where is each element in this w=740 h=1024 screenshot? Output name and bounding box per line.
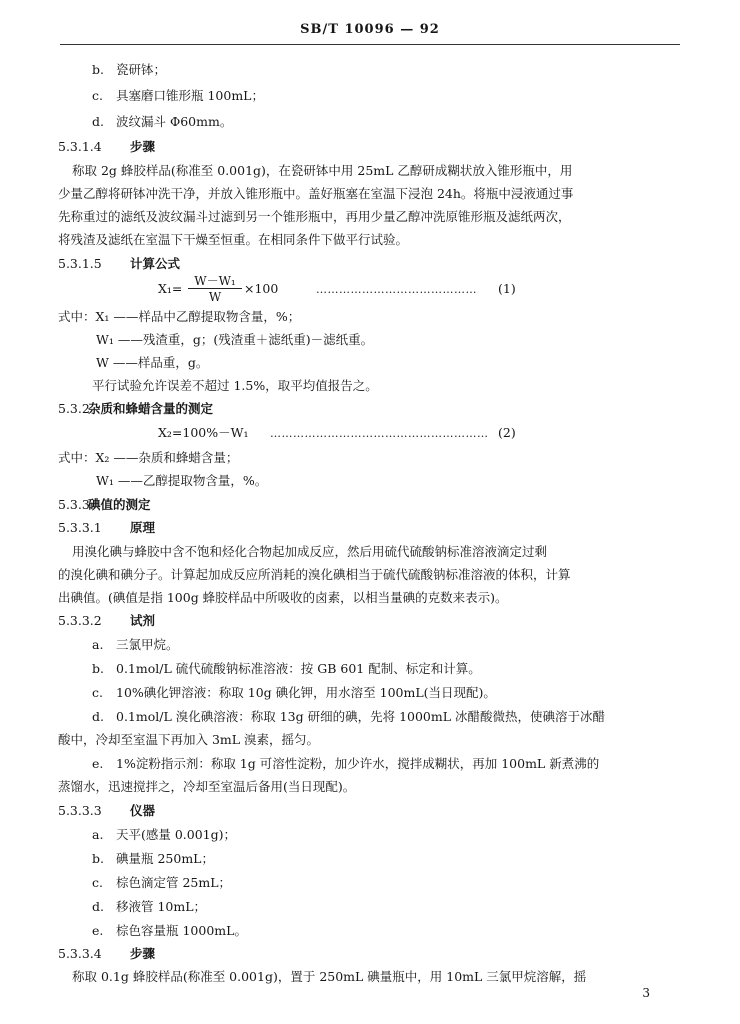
formula-text: X₂=100%－W₁ bbox=[158, 425, 249, 440]
fraction-bar bbox=[188, 288, 242, 289]
instrument-e bbox=[92, 923, 247, 939]
instrument-d bbox=[92, 899, 206, 915]
item-text: 天平(感量 0.001g)； bbox=[116, 827, 237, 842]
where-line: W ——样品重，g。 bbox=[96, 355, 209, 370]
formula-numerator: W－W₁ bbox=[194, 274, 236, 288]
section-title: 步骤 bbox=[130, 946, 156, 961]
formula-lhs: X₁= bbox=[158, 281, 183, 296]
formula-number: (2) bbox=[498, 425, 516, 440]
paragraph-line: 出碘值。(碘值是指 100g 蜂胶样品中所吸收的卤素，以相当量碘的克数来表示)。 bbox=[58, 590, 508, 605]
item-text: 瓷研钵； bbox=[116, 62, 167, 77]
reagent-d bbox=[92, 709, 605, 725]
section-number: 5.3.3.3 bbox=[58, 803, 102, 818]
section-title: 试剂 bbox=[130, 613, 156, 628]
paragraph-line: 将残渣及滤纸在室温下干燥至恒重。在相同条件下做平行试验。 bbox=[58, 232, 409, 247]
section-5-3-3-1 bbox=[58, 520, 155, 536]
instrument-b bbox=[92, 851, 214, 867]
section-number: 5.3.3.4 bbox=[58, 946, 102, 961]
paragraph-line: 用溴化碘与蜂胶中含不饱和烃化合物起加成反应，然后用硫代硫酸钠标准溶液滴定过剩 bbox=[72, 544, 548, 559]
formula-number: (1) bbox=[498, 281, 516, 296]
reagent-d-continued: 酸中，冷却至室温下再加入 3mL 溴素，摇匀。 bbox=[58, 732, 320, 747]
where-line: W₁ ——乙醇提取物含量，%。 bbox=[96, 473, 268, 488]
formula-denominator: W bbox=[208, 290, 222, 304]
reagent-e bbox=[92, 756, 599, 772]
item-label: b. bbox=[92, 661, 104, 676]
item-text: 移液管 10mL； bbox=[116, 899, 207, 914]
item-label: b. bbox=[92, 851, 104, 866]
formula-rhs: ×100 bbox=[244, 281, 279, 296]
paragraph-line: 少量乙醇将研钵冲洗干净，并放入锥形瓶中。盖好瓶塞在室温下浸泡 24h。将瓶中浸液通过事 bbox=[58, 186, 574, 201]
where-line: 式中：X₂ ——杂质和蜂蜡含量； bbox=[58, 450, 239, 465]
item-label: a. bbox=[92, 827, 104, 842]
paragraph-line: 的溴化碘和碘分子。计算起加成反应所消耗的溴化碘相当于硫代硫酸钠标准溶液的体积，计算 bbox=[58, 567, 571, 582]
paragraph-line: 平行试验允许误差不超过 1.5%，取平均值报告之。 bbox=[92, 378, 378, 393]
instrument-c bbox=[92, 875, 231, 891]
where-line: 式中：X₁ ——样品中乙醇提取物含量，%； bbox=[58, 309, 301, 324]
item-text: 波纹漏斗 Φ60mm。 bbox=[116, 114, 233, 129]
section-number: 5.3.1.5 bbox=[58, 256, 102, 271]
paragraph-line: 称取 2g 蜂胶样品(称准至 0.001g)，在瓷研钵中用 25mL 乙醇研成糊状放入锥形瓶中，用 bbox=[72, 163, 573, 178]
item-c-flask bbox=[92, 88, 264, 104]
item-text: 10%碘化钾溶液：称取 10g 碘化钾，用水溶至 100mL(当日现配)。 bbox=[116, 685, 496, 700]
item-label: d. bbox=[92, 899, 104, 914]
item-text: 具塞磨口锥形瓶 100mL； bbox=[116, 88, 264, 103]
section-5-3-3 bbox=[58, 497, 151, 513]
formula-leader-dots: …………………………………… bbox=[316, 283, 477, 296]
item-label: d. bbox=[92, 114, 104, 129]
item-label: d. bbox=[92, 709, 104, 724]
instrument-a bbox=[92, 827, 236, 843]
section-title: 计算公式 bbox=[130, 256, 181, 271]
item-text: 1%淀粉指示剂：称取 1g 可溶性淀粉，加少许水，搅拌成糊状，再加 100mL 新煮沸的 bbox=[116, 756, 600, 771]
header-rule bbox=[60, 44, 680, 45]
item-label: a. bbox=[92, 637, 104, 652]
paragraph-line: 称取 0.1g 蜂胶样品(称准至 0.001g)，置于 250mL 碘量瓶中，用 10mL 三氯甲烷溶解，摇 bbox=[72, 969, 587, 984]
reagent-b bbox=[92, 661, 481, 677]
item-label: c. bbox=[92, 88, 103, 103]
section-5-3-1-4 bbox=[58, 139, 155, 155]
item-label: b. bbox=[92, 62, 104, 77]
item-text: 0.1mol/L 溴化碘溶液：称取 13g 研细的碘，先将 1000mL 冰醋酸微热，使碘溶于冰醋 bbox=[116, 709, 606, 724]
item-label: e. bbox=[92, 756, 104, 771]
section-title: 仪器 bbox=[130, 803, 156, 818]
item-text: 棕色滴定管 25mL； bbox=[116, 875, 232, 890]
item-b-mortar bbox=[92, 62, 166, 78]
item-label: e. bbox=[92, 923, 104, 938]
page-number: 3 bbox=[642, 986, 650, 1000]
item-label: c. bbox=[92, 875, 103, 890]
reagent-e-continued: 蒸馏水，迅速搅拌之，冷却至室温后备用(当日现配)。 bbox=[58, 779, 356, 794]
section-title: 杂质和蜂蜡含量的测定 bbox=[88, 401, 214, 416]
section-5-3-3-4 bbox=[58, 946, 155, 962]
section-title: 碘值的测定 bbox=[88, 497, 151, 512]
page-header: SB/T 10096 — 92 bbox=[300, 22, 440, 37]
section-number: 5.3.3.1 bbox=[58, 520, 102, 535]
item-d-funnel bbox=[92, 114, 232, 130]
reagent-c bbox=[92, 685, 496, 701]
section-number: 5.3.3.2 bbox=[58, 613, 102, 628]
item-text: 三氯甲烷。 bbox=[116, 637, 179, 652]
section-number: 5.3.3 bbox=[58, 497, 90, 512]
section-title: 步骤 bbox=[130, 139, 156, 154]
item-text: 棕色容量瓶 1000mL。 bbox=[116, 923, 247, 938]
section-number: 5.3.2 bbox=[58, 401, 90, 416]
where-line: W₁ ——残渣重，g；(残渣重＋滤纸重)－滤纸重。 bbox=[96, 332, 374, 347]
section-5-3-2 bbox=[58, 401, 213, 417]
item-label: c. bbox=[92, 685, 103, 700]
item-text: 碘量瓶 250mL； bbox=[116, 851, 214, 866]
section-5-3-3-2 bbox=[58, 613, 155, 629]
section-5-3-1-5 bbox=[58, 256, 180, 272]
section-5-3-3-3 bbox=[58, 803, 155, 819]
item-text: 0.1mol/L 硫代硫酸钠标准溶液：按 GB 601 配制、标定和计算。 bbox=[116, 661, 481, 676]
section-title: 原理 bbox=[130, 520, 156, 535]
section-number: 5.3.1.4 bbox=[58, 139, 102, 154]
reagent-a bbox=[92, 637, 179, 653]
paragraph-line: 先称重过的滤纸及波纹漏斗过滤到另一个锥形瓶中，再用少量乙醇冲洗原锥形瓶及滤纸两次， bbox=[58, 209, 571, 224]
formula-leader-dots: ………………………………………………… bbox=[270, 427, 489, 440]
